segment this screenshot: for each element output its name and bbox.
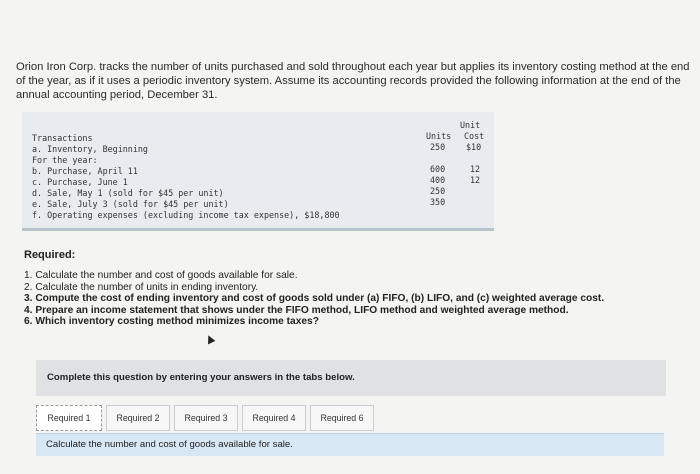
- tab-required-1[interactable]: Required 1: [36, 405, 102, 431]
- unit-cost-header-1: Unit: [460, 120, 481, 130]
- table-cell-units: 350: [430, 197, 446, 207]
- required-list: [24, 270, 604, 328]
- unit-cost-header-2: Cost: [464, 131, 485, 141]
- complete-note-box: [36, 360, 666, 396]
- table-cell-units: 400: [430, 175, 446, 185]
- table-cell-cost: 12: [470, 175, 481, 185]
- required-heading: Required:: [24, 249, 76, 261]
- table-row: For the year:: [32, 155, 98, 165]
- table-row: f. Operating expenses (excluding income tax expense), $18,800: [32, 210, 340, 220]
- table-row: d. Sale, May 1 (sold for $45 per unit): [32, 188, 224, 198]
- table-row: a. Inventory, Beginning: [32, 144, 148, 154]
- tab-required-3[interactable]: Required 3: [174, 405, 238, 431]
- table-row: e. Sale, July 3 (sold for $45 per unit): [32, 199, 229, 209]
- list-item: 2. Calculate the number of units in ending inventory.: [24, 281, 259, 293]
- tab-required-2[interactable]: Required 2: [106, 405, 170, 431]
- table-cell-cost: $10: [466, 142, 482, 152]
- list-item: 1. Calculate the number and cost of goods available for sale.: [24, 270, 298, 281]
- list-item: 4. Prepare an income statement that shows under the FIFO method, LIFO method and weighted average method.: [24, 304, 569, 316]
- units-header: Units: [426, 131, 452, 141]
- instruction-text: Calculate the number and cost of goods available for sale.: [46, 439, 293, 450]
- complete-note: Complete this question by entering your answers in the tabs below.: [47, 372, 355, 383]
- list-item: 3. Compute the cost of ending inventory and cost of goods sold under (a) FIFO, (b) LIFO, and (c) weighted average cost.: [24, 293, 605, 305]
- transactions-header: Transactions: [32, 133, 93, 143]
- tab-required-6[interactable]: Required 6: [310, 405, 374, 431]
- transactions-table: [22, 112, 494, 231]
- table-cell-cost: 12: [470, 164, 481, 174]
- problem-intro: Orion Iron Corp. tracks the number of units purchased and sold throughout each year but applies its inventory costing method at the end of the year, as if it uses a periodic inventory system. Assume its accounting records provided the following information at the end of the annual accounting period, December 31.: [16, 61, 690, 101]
- table-row: b. Purchase, April 11: [32, 166, 138, 176]
- table-cell-units: 250: [430, 186, 446, 196]
- table-row: c. Purchase, June 1: [32, 177, 128, 187]
- tab-required-4[interactable]: Required 4: [242, 405, 306, 431]
- instruction-bar: [36, 433, 664, 456]
- table-cell-units: 600: [430, 164, 446, 174]
- mouse-cursor-icon: [205, 334, 216, 345]
- table-cell-units: 250: [430, 142, 446, 152]
- list-item: 6. Which inventory costing method minimizes income taxes?: [24, 316, 319, 328]
